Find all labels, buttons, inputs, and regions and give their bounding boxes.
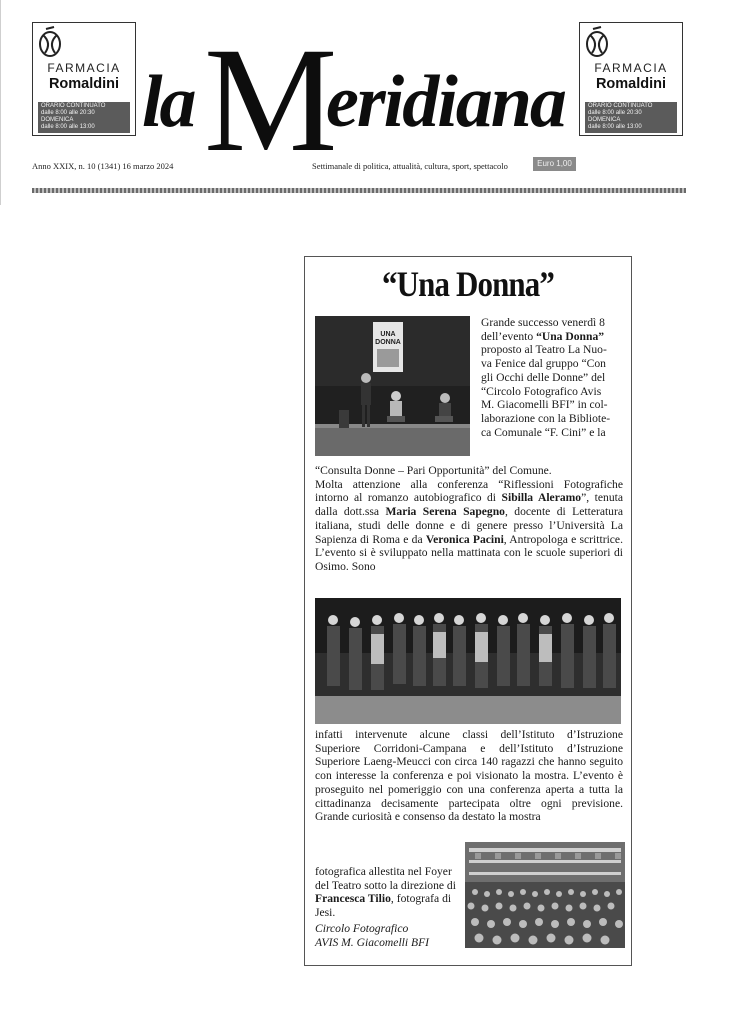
svg-text:UNA: UNA (380, 331, 396, 338)
intro-line: va Fenice dal gruppo “Con (481, 357, 606, 371)
person-name: Sibilla Aleramo (501, 491, 582, 505)
intro-line: M. Giacomelli BFI” in col- (481, 398, 608, 412)
signature-line: AVIS M. Giacomelli BFI (315, 935, 430, 949)
logo-la: la (142, 61, 194, 143)
ad-name: Romaldini (48, 76, 120, 92)
intro-line: gli Occhi delle Donne” del (481, 370, 606, 384)
paragraph (315, 478, 623, 574)
logo-rest: eridiana (326, 61, 565, 143)
intro-column (481, 316, 627, 439)
person-name: Veronica Pacini (425, 532, 504, 546)
article-box (304, 256, 632, 966)
signature-line: Circolo Fotografico (315, 922, 409, 935)
intro-line: proposto al Teatro La Nuo- (481, 343, 607, 357)
paragraph-text: Molta attenzione alla conferenza “Riflessioni Fotografiche intorno al romanzo autobiografico di (315, 477, 623, 505)
masthead-rule (32, 188, 686, 193)
svg-text:DONNA: DONNA (375, 339, 401, 346)
person-name: Francesca Tilio (315, 892, 391, 906)
ad-brand: FARMACIA (47, 61, 121, 75)
article-title: “Una Donna” (381, 264, 555, 304)
paragraph-text: fotografica allestita nel Foyer del Teatro sotto la direzione di (315, 865, 456, 892)
ad-hours-line: dalle 8:00 alle 20:30 (41, 110, 95, 116)
ad-hours-line: ORARIO CONTINUATO (588, 103, 653, 109)
paragraph-text: , Antropologa e scrittrice. L’evento si è sviluppato nella mattinata con le scuole superiori di Osimo. Sono (315, 532, 623, 573)
ad-hours-line: dalle 8:00 alle 20:30 (588, 110, 642, 116)
intro-line: “Circolo Fotografico Avis (481, 384, 602, 398)
paragraph: “Consulta Donne – Pari Opportunità” del Comune. (315, 464, 552, 477)
signature (315, 922, 429, 949)
ad-hours (38, 102, 130, 133)
body-block-3 (315, 865, 459, 920)
intro-line (481, 330, 627, 344)
ad-hours-line: dalle 8:00 alle 13:00 (41, 124, 95, 130)
person-name: Maria Serena Sapegno (385, 505, 505, 519)
photo-theatre-audience (465, 842, 625, 948)
body-block-1 (315, 464, 623, 574)
price-badge: Euro 1,00 (533, 157, 576, 171)
ad-hours (585, 102, 677, 133)
intro-line: ca Comunale “F. Cini” e la (481, 425, 606, 439)
logo-m: M (204, 17, 336, 183)
intro-line: laborazione con la Bibliote- (481, 411, 611, 425)
photo-group (315, 598, 621, 724)
ad-hours-line: DOMENICA (41, 117, 74, 123)
pharmacy-logo-icon (584, 25, 614, 61)
ad-hours-line: DOMENICA (588, 117, 621, 123)
paragraph-text: ”, tenuta dalla dott.ssa (315, 491, 623, 519)
intro-line-pre: dell’evento (481, 329, 537, 343)
paragraph-text: , fotografa di Jesi. (315, 892, 452, 920)
pharmacy-logo-icon (37, 25, 67, 61)
ad-brand: FARMACIA (594, 61, 668, 75)
photo-conference (315, 316, 470, 456)
paragraph-text: , docente di Letteratura italiana, studi delle donne e di genere presso l’Università La Sapienza di Roma e da (315, 505, 623, 546)
pharmacy-ad-left (32, 22, 136, 136)
tagline: Settimanale di politica, attualità, cultura, sport, spettacolo (312, 161, 508, 171)
intro-line: Grande successo venerdì 8 (481, 316, 605, 329)
intro-event-name: “Una Donna” (536, 329, 605, 343)
ad-hours-line: ORARIO CONTINUATO (41, 103, 106, 109)
ad-name: Romaldini (595, 76, 667, 92)
issue-line: Anno XXIX, n. 10 (1341) 16 marzo 2024 (32, 161, 174, 171)
pharmacy-ad-right (579, 22, 683, 136)
ad-hours-line: dalle 8:00 alle 13:00 (588, 124, 642, 130)
scan-edge (0, 0, 1, 205)
body-block-2: infatti intervenute alcune classi dell’Istituto d’Istruzione Superiore Corridoni-Campana e dell’Istituto d’Istruzione Superiore Laeng-Meucci con circa 140 ragazzi che hanno seguito con interesse la conferenza e poi visionato la mostra. L’evento è proseguito nel pomeriggio con una conferenza aperta a tutta la cittadinanza decisamente partecipata oltre ogni previsione. Grande curiosità e consenso da destato la mostra (315, 728, 623, 824)
